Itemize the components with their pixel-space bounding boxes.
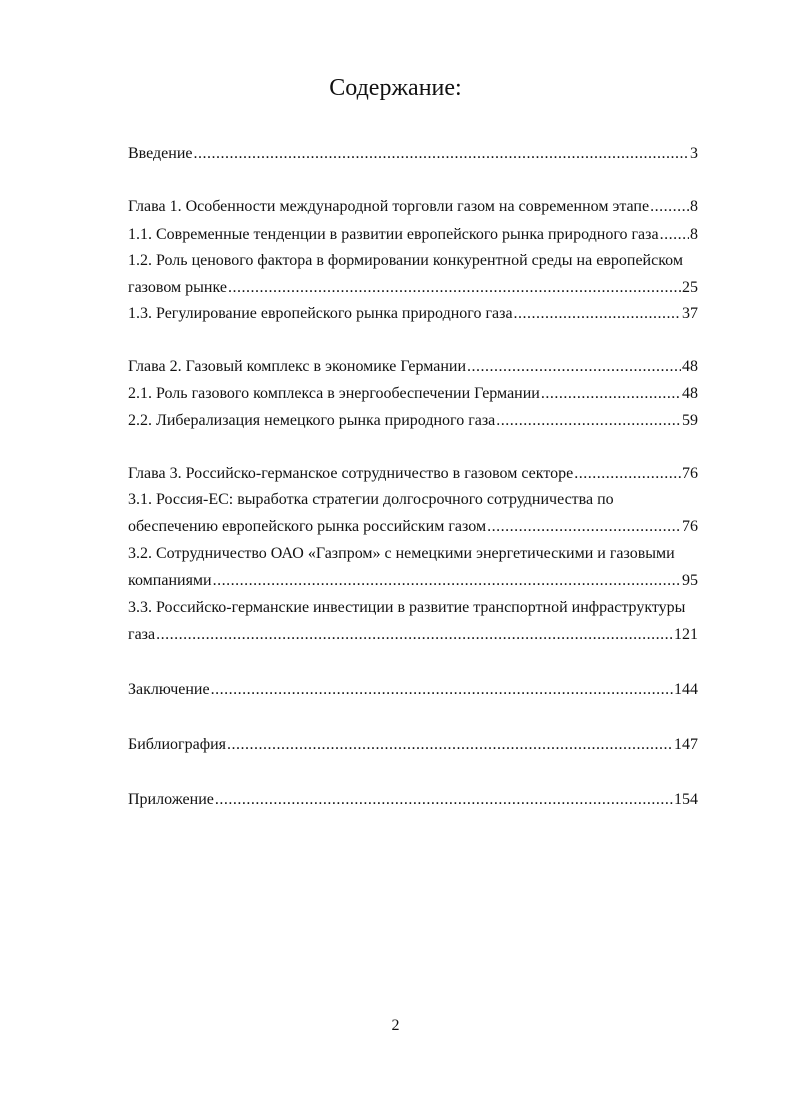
toc-leader-dots [194, 144, 690, 164]
toc-entry-page: 48 [682, 385, 698, 402]
toc-entry-3-3-line1: 3.3. Российско-германские инвестиции в развитие транспортной инфраструктуры [128, 599, 686, 616]
page-number: 2 [391, 1017, 400, 1034]
toc-leader-dots [228, 278, 681, 298]
toc-entry-chapter-3 [128, 464, 698, 484]
toc-entry-3-1 [128, 517, 698, 537]
toc-entry-label: Введение [128, 145, 193, 162]
toc-entry-1-3 [128, 304, 698, 324]
toc-entry-page: 8 [690, 226, 698, 243]
toc-entry-label: Глава 2. Газовый комплекс в экономике Германии [128, 358, 467, 375]
toc-entry-label: Библиография [128, 736, 226, 753]
toc-entry-page: 25 [682, 279, 698, 296]
page-title: Содержание: [329, 75, 462, 101]
toc-entry-label: 1.3. Регулирование европейского рынка природного газа [128, 305, 513, 322]
toc-entry-label: газа [128, 626, 156, 643]
toc-entry-chapter-2 [128, 357, 698, 377]
toc-entry-1-2-line1: 1.2. Роль ценового фактора в формировании конкурентной среды на европейском [128, 252, 683, 269]
toc-entry-label: обеспечению европейского рынка российским газом [128, 518, 487, 535]
toc-entry-3-1-line1: 3.1. Россия-ЕС: выработка стратегии долгосрочного сотрудничества по [128, 491, 614, 508]
toc-entry-3-2 [128, 571, 698, 591]
toc-entry-label: Приложение [128, 791, 214, 808]
toc-leader-dots [156, 625, 673, 645]
toc-entry-page: 59 [682, 412, 698, 429]
toc-leader-dots [496, 411, 681, 431]
toc-entry-label: 2.2. Либерализация немецкого рынка природного газа [128, 412, 496, 429]
toc-entry-page: 154 [674, 791, 698, 808]
toc-leader-dots [213, 571, 681, 591]
toc-leader-dots [574, 464, 681, 484]
toc-entry-1-1 [128, 225, 698, 245]
toc-entry-page: 48 [682, 358, 698, 375]
toc-entry-label: Глава 3. Российско-германское сотрудничество в газовом секторе [128, 465, 574, 482]
toc-entry-label: газовом рынке [128, 279, 227, 296]
toc-entry-conclusion [128, 680, 698, 700]
toc-entry-intro [128, 144, 698, 164]
toc-entry-page: 3 [690, 145, 698, 162]
toc-entry-page: 37 [682, 305, 698, 322]
toc-entry-label: компаниями [128, 572, 212, 589]
toc-entry-page: 76 [682, 518, 698, 535]
toc-entry-3-2-line1: 3.2. Сотрудничество ОАО «Газпром» с немецкими энергетическими и газовыми [128, 545, 675, 562]
toc-leader-dots [650, 197, 689, 217]
toc-entry-page: 8 [690, 198, 698, 215]
toc-leader-dots [514, 304, 681, 324]
toc-leader-dots [487, 517, 681, 537]
toc-leader-dots [541, 384, 681, 404]
toc-entry-label: Заключение [128, 681, 210, 698]
toc-leader-dots [660, 225, 689, 245]
toc-entry-2-2 [128, 411, 698, 431]
toc-entry-page: 76 [682, 465, 698, 482]
toc-leader-dots [211, 680, 673, 700]
toc-entry-label: 1.1. Современные тенденции в развитии европейского рынка природного газа [128, 226, 659, 243]
toc-entry-bibliography [128, 735, 698, 755]
toc-leader-dots [467, 357, 681, 377]
toc-entry-page: 95 [682, 572, 698, 589]
toc-entry-page: 144 [674, 681, 698, 698]
toc-leader-dots [215, 790, 673, 810]
toc-entry-1-2 [128, 278, 698, 298]
toc-entry-page: 147 [674, 736, 698, 753]
toc-leader-dots [227, 735, 673, 755]
toc-entry-chapter-1 [128, 197, 698, 217]
toc-entry-3-3 [128, 625, 698, 645]
toc-entry-page: 121 [674, 626, 698, 643]
toc-entry-appendix [128, 790, 698, 810]
toc-entry-2-1 [128, 384, 698, 404]
toc-entry-label: 2.1. Роль газового комплекса в энергообеспечении Германии [128, 385, 540, 402]
toc-entry-label: Глава 1. Особенности международной торговли газом на современном этапе [128, 198, 650, 215]
